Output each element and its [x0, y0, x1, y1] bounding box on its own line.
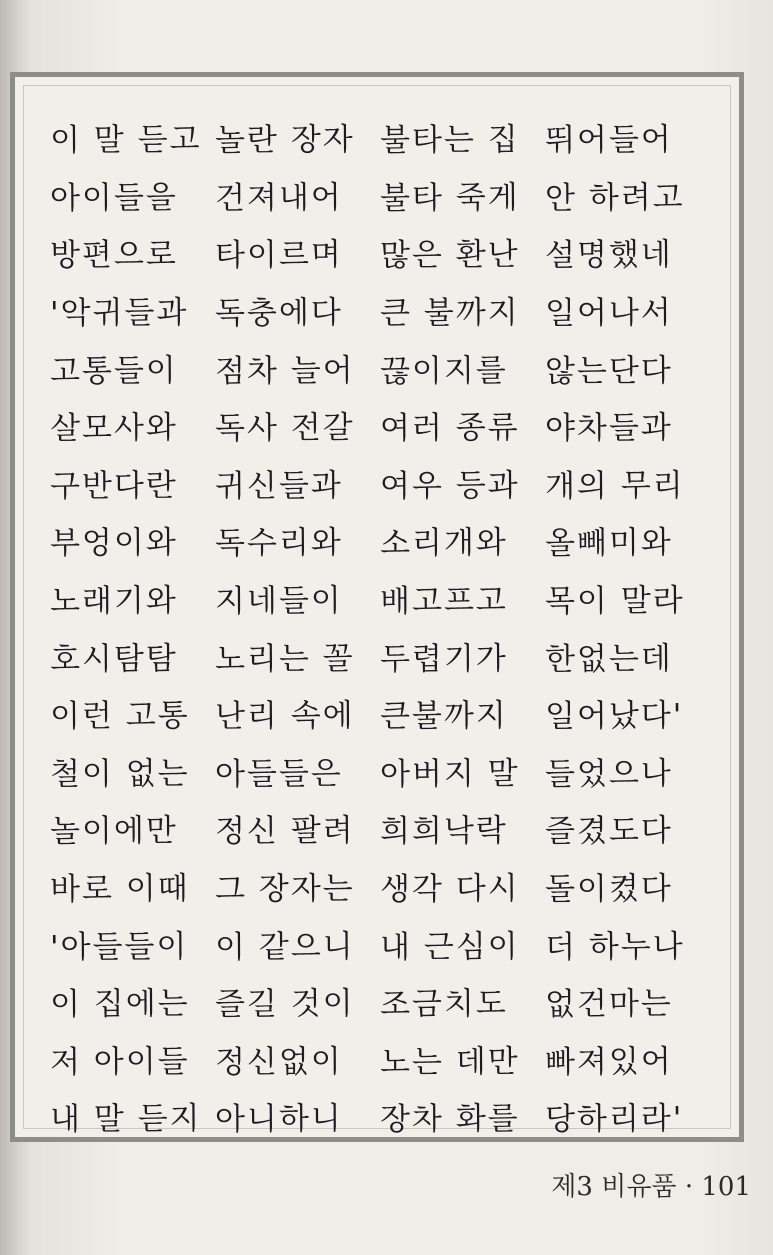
verse-phrase: 빠져있어	[544, 1043, 673, 1081]
verse-phrase: 두렵기가	[379, 640, 508, 678]
verse-row	[50, 338, 710, 396]
verse-phrase: 큰불까지	[379, 697, 508, 735]
verse-phrase: 노리는 꼴	[214, 640, 355, 678]
page-footer	[551, 1166, 751, 1203]
verse-phrase: 한없는데	[544, 640, 673, 678]
footer-separator: ·	[684, 1172, 694, 1202]
verse-phrase: 않는단다	[544, 352, 673, 390]
verse-phrase: 고통들이	[49, 352, 178, 390]
verse-row	[50, 857, 710, 915]
verse-phrase: 독사 전갈	[214, 409, 355, 447]
verse-row	[50, 684, 710, 742]
verse-phrase: 바로 이때	[49, 870, 190, 908]
verse-phrase: 여러 종류	[379, 409, 520, 447]
verse-row	[50, 1087, 710, 1145]
verse-phrase: 내 근심이	[379, 928, 520, 966]
verse-phrase: 끊이지를	[379, 352, 508, 390]
verse-phrase: 안 하려고	[544, 179, 685, 217]
verse-row	[50, 799, 710, 857]
verse-phrase: 조금치도	[379, 985, 508, 1023]
verse-phrase: 큰 불까지	[379, 294, 520, 332]
verse-phrase: 즐겼도다	[544, 813, 673, 850]
verse-phrase: 뛰어들어	[544, 121, 673, 159]
verse-row	[50, 281, 710, 339]
verse-phrase: 아들들은	[214, 755, 343, 793]
verse-row	[50, 396, 710, 454]
verse-phrase: 노래기와	[49, 582, 178, 620]
verse-phrase: 저 아이들	[49, 1043, 190, 1081]
verse-phrase: 이런 고통	[49, 697, 190, 735]
verse-phrase: 난리 속에	[214, 697, 355, 735]
verse-phrase: 방편으로	[49, 237, 178, 275]
verse-row	[50, 626, 710, 684]
verse-phrase: 당하리라'	[544, 1101, 684, 1138]
verse-phrase: 정신 팔려	[214, 813, 355, 850]
chapter-title: 제3 비유품	[551, 1172, 677, 1202]
verse-row	[50, 569, 710, 627]
verse-phrase: 독충에다	[214, 294, 343, 332]
verse-grid	[50, 108, 710, 1145]
verse-phrase: '아들들이	[49, 928, 189, 966]
verse-phrase: 독수리와	[214, 525, 343, 563]
verse-phrase: 들었으나	[544, 755, 673, 793]
verse-phrase: 호시탐탐	[49, 640, 178, 678]
verse-phrase: 아니하니	[214, 1101, 343, 1138]
verse-phrase: 생각 다시	[379, 870, 520, 908]
verse-phrase: 아이들을	[49, 179, 178, 217]
verse-phrase: 구반다란	[49, 467, 178, 505]
verse-phrase: 개의 무리	[544, 467, 685, 505]
verse-phrase: 그 장자는	[214, 870, 355, 908]
page-number: 101	[701, 1172, 751, 1202]
verse-row	[50, 223, 710, 281]
verse-phrase: 아버지 말	[379, 755, 520, 793]
verse-row	[50, 1030, 710, 1088]
verse-phrase: 지네들이	[214, 582, 343, 620]
verse-row	[50, 108, 710, 166]
verse-phrase: 철이 없는	[49, 755, 190, 793]
verse-row	[50, 972, 710, 1030]
verse-row	[50, 914, 710, 972]
verse-phrase: 이 말 듣고	[49, 121, 202, 159]
verse-phrase: 귀신들과	[214, 467, 343, 505]
verse-phrase: 즐길 것이	[214, 985, 355, 1023]
verse-phrase: 놀이에만	[49, 813, 178, 850]
verse-phrase: 여우 등과	[379, 467, 520, 505]
verse-phrase: 소리개와	[379, 525, 508, 563]
verse-phrase: '악귀들과	[49, 294, 189, 332]
verse-phrase: 타이르며	[214, 237, 343, 275]
verse-phrase: 더 하누나	[544, 928, 685, 966]
verse-phrase: 점차 늘어	[214, 352, 355, 390]
verse-phrase: 건져내어	[214, 179, 343, 217]
verse-row	[50, 511, 710, 569]
verse-phrase: 불타는 집	[379, 121, 520, 159]
verse-phrase: 설명했네	[544, 237, 673, 275]
verse-row	[50, 454, 710, 512]
verse-phrase: 이 같으니	[214, 928, 355, 966]
verse-phrase: 정신없이	[214, 1043, 343, 1081]
verse-phrase: 없건마는	[544, 985, 673, 1023]
verse-phrase: 장차 화를	[379, 1100, 520, 1138]
verse-row	[50, 742, 710, 800]
verse-phrase: 노는 데만	[379, 1043, 520, 1081]
verse-phrase: 야차들과	[544, 409, 673, 447]
verse-phrase: 배고프고	[379, 582, 508, 620]
verse-phrase: 이 집에는	[49, 985, 190, 1023]
verse-phrase: 내 말 듣지	[49, 1100, 202, 1138]
verse-phrase: 많은 환난	[379, 237, 520, 275]
verse-phrase: 희희낙락	[379, 813, 508, 850]
verse-phrase: 불타 죽게	[379, 179, 520, 217]
verse-phrase: 일어나서	[544, 294, 673, 332]
verse-phrase: 목이 말라	[544, 582, 685, 620]
verse-phrase: 부엉이와	[49, 525, 178, 563]
verse-phrase: 일어났다'	[544, 697, 684, 735]
verse-phrase: 놀란 장자	[214, 121, 355, 159]
verse-phrase: 올빼미와	[544, 525, 673, 563]
verse-phrase: 돌이켰다	[544, 870, 673, 908]
verse-phrase: 살모사와	[49, 409, 178, 447]
verse-row	[50, 166, 710, 224]
